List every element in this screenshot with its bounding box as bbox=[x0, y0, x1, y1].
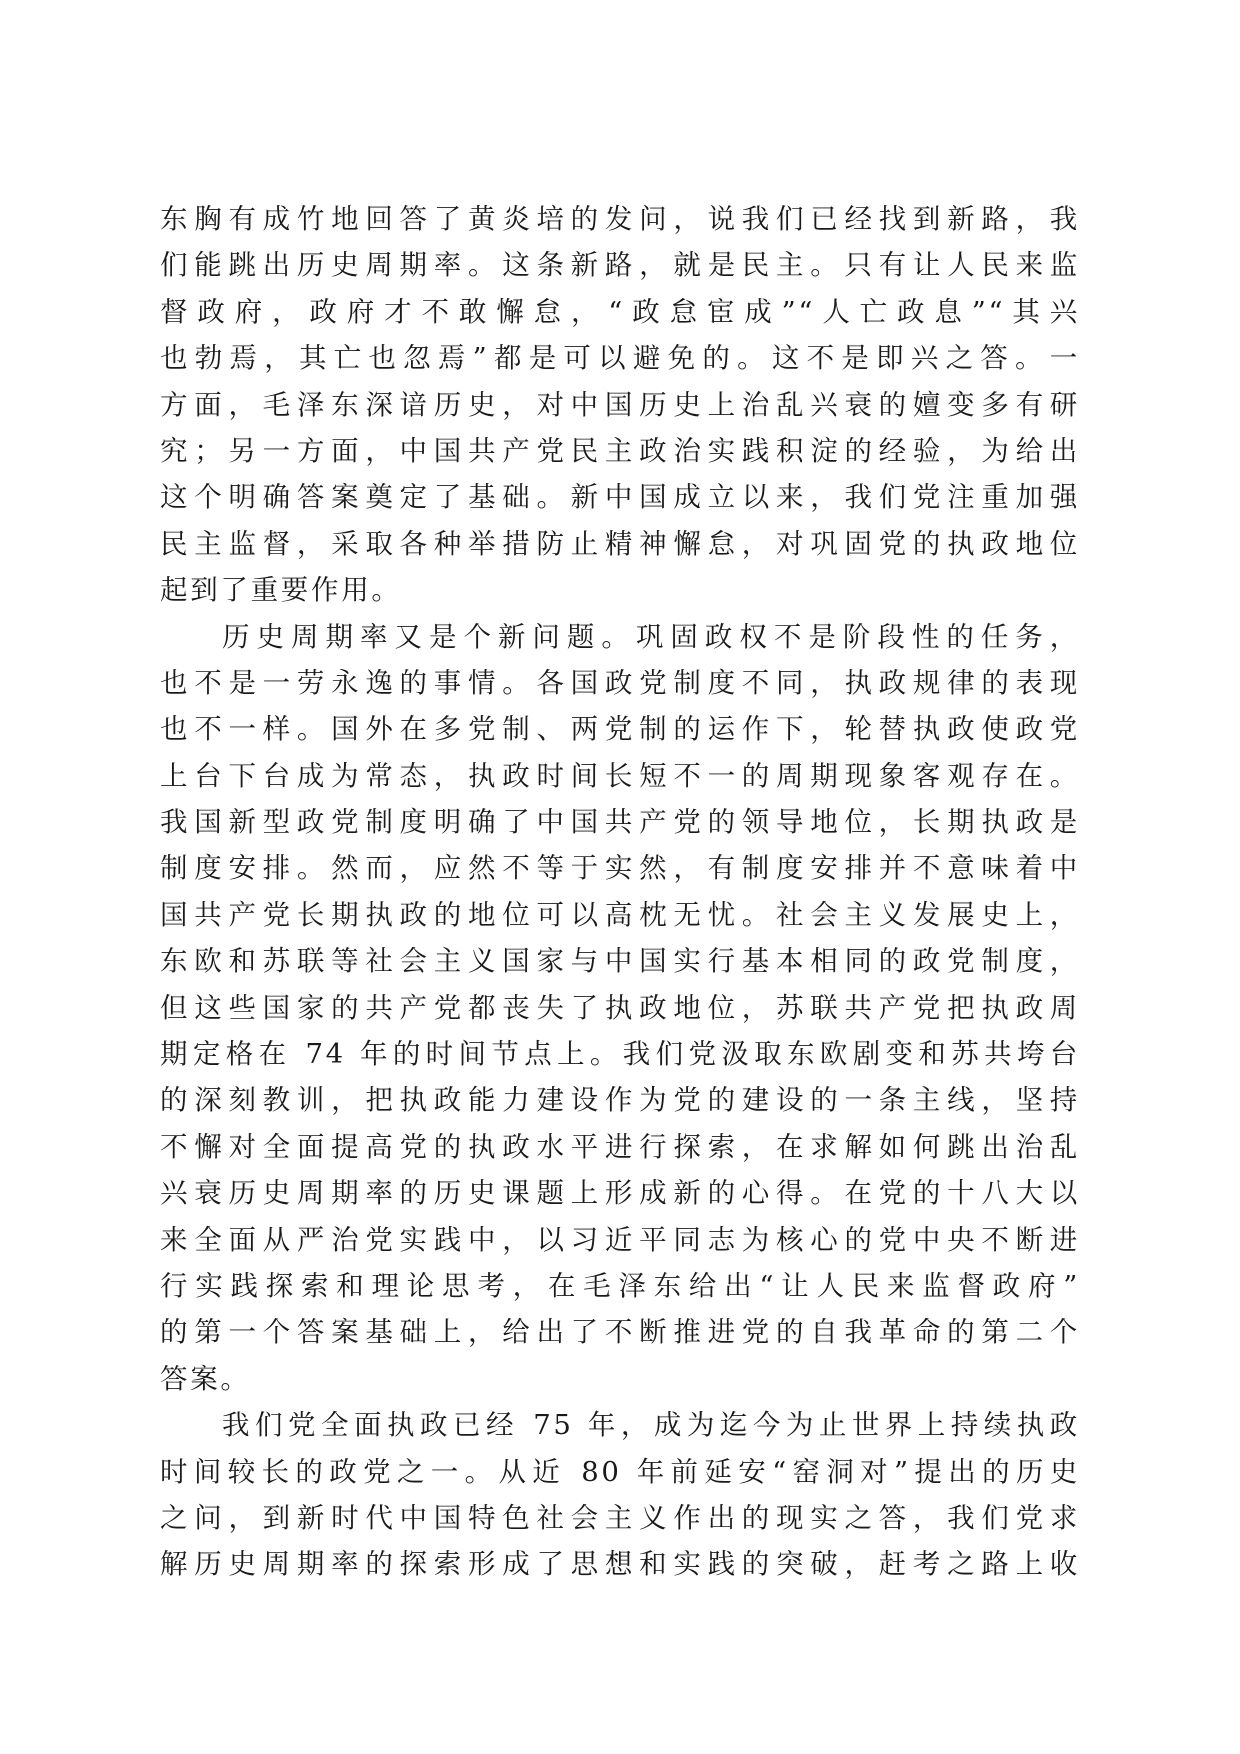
text-line: 来全面从严治党实践中，以习近平同志为核心的党中央不断进 bbox=[160, 1223, 1080, 1256]
text-line: 究；另一方面，中国共产党民主政治实践积淀的经验，为给出 bbox=[160, 434, 1080, 467]
text-line: 行实践探索和理论思考，在毛泽东给出“让人民来监督政府” bbox=[160, 1269, 1080, 1302]
text-line: 但这些国家的共产党都丧失了执政地位，苏联共产党把执政周 bbox=[160, 991, 1080, 1024]
text-line: 方面，毛泽东深谙历史，对中国历史上治乱兴衰的嬗变多有研 bbox=[160, 388, 1080, 421]
text-line: 们能跳出历史周期率。这条新路，就是民主。只有让人民来监 bbox=[160, 249, 1080, 282]
text-line: 也不是一劳永逸的事情。各国政党制度不同，执政规律的表现 bbox=[160, 666, 1080, 699]
text-line: 起到了重要作用。 bbox=[160, 574, 402, 607]
text-line: 民主监督，采取各种举措防止精神懈怠，对巩固党的执政地位 bbox=[160, 527, 1080, 560]
text-line: 解历史周期率的探索形成了思想和实践的突破，赶考之路上收 bbox=[160, 1548, 1080, 1581]
text-line: 这个明确答案奠定了基础。新中国成立以来，我们党注重加强 bbox=[160, 481, 1080, 514]
text-line: 也不一样。国外在多党制、两党制的运作下，轮替执政使政党 bbox=[160, 713, 1080, 746]
text-line: 东欧和苏联等社会主义国家与中国实行基本相同的政党制度， bbox=[160, 945, 1080, 978]
text-line: 制度安排。然而，应然不等于实然，有制度安排并不意味着中 bbox=[160, 852, 1080, 885]
body-text bbox=[160, 196, 1080, 1588]
text-line: 答案。 bbox=[160, 1362, 251, 1395]
text-line: 不懈对全面提高党的执政水平进行探索，在求解如何跳出治乱 bbox=[160, 1130, 1080, 1163]
text-line: 兴衰历史周期率的历史课题上形成新的心得。在党的十八大以 bbox=[160, 1177, 1080, 1210]
text-line: 的第一个答案基础上，给出了不断推进党的自我革命的第二个 bbox=[160, 1316, 1080, 1349]
text-line: 督政府，政府才不敢懈怠，“政怠宦成”“人亡政息”“其兴 bbox=[160, 295, 1080, 328]
text-line: 国共产党长期执政的地位可以高枕无忧。社会主义发展史上， bbox=[160, 898, 1080, 931]
text-line: 我国新型政党制度明确了中国共产党的领导地位，长期执政是 bbox=[160, 806, 1080, 839]
text-line: 东胸有成竹地回答了黄炎培的发问，说我们已经找到新路，我 bbox=[160, 203, 1080, 235]
text-line: 历史周期率又是个新问题。巩固政权不是阶段性的任务， bbox=[222, 620, 1080, 653]
text-line: 上台下台成为常态，执政时间长短不一的周期现象客观存在。 bbox=[160, 759, 1080, 792]
text-line: 我们党全面执政已经 75 年，成为迄今为止世界上持续执政 bbox=[222, 1409, 1080, 1442]
text-line: 也勃焉，其亡也忽焉”都是可以避免的。这不是即兴之答。一 bbox=[160, 342, 1080, 375]
text-line: 期定格在 74 年的时间节点上。我们党汲取东欧剧变和苏共垮台 bbox=[160, 1038, 1080, 1071]
text-line: 时间较长的政党之一。从近 80 年前延安“窑洞对”提出的历史 bbox=[160, 1455, 1080, 1488]
text-line: 的深刻教训，把执政能力建设作为党的建设的一条主线，坚持 bbox=[160, 1084, 1080, 1117]
text-line: 之问，到新时代中国特色社会主义作出的现实之答，我们党求 bbox=[160, 1501, 1080, 1534]
